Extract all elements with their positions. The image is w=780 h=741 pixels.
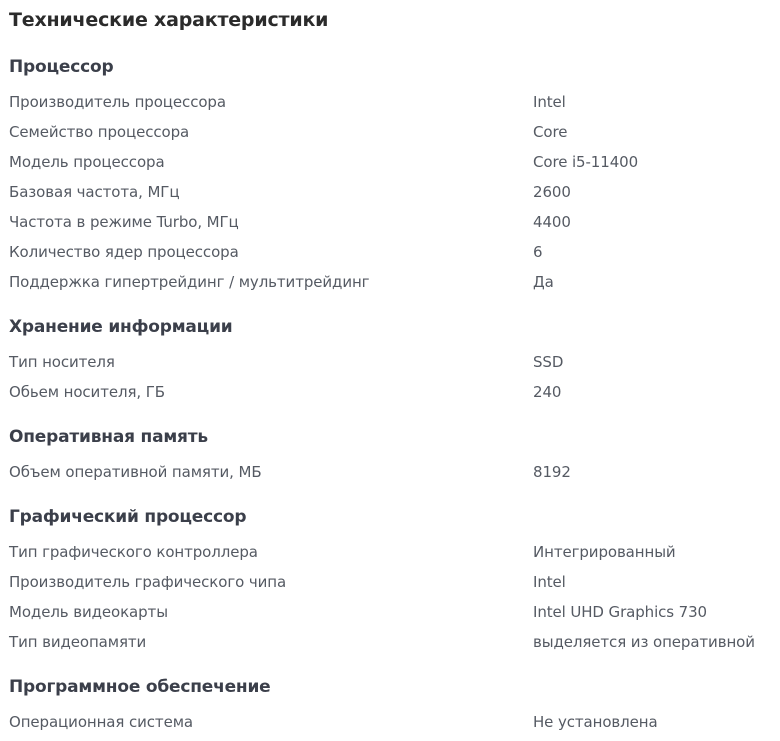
section-title-processor: Процессор: [9, 57, 114, 77]
spec-value: SSD: [533, 353, 564, 371]
spec-value: Intel UHD Graphics 730: [533, 603, 707, 621]
spec-label: Частота в режиме Turbo, МГц: [9, 213, 239, 231]
spec-value: 240: [533, 383, 562, 401]
spec-label: Производитель графического чипа: [9, 573, 287, 591]
spec-value: Core: [533, 123, 568, 141]
spec-value: 4400: [533, 213, 571, 231]
spec-row: [9, 347, 774, 377]
spec-value: выделяется из оперативной: [533, 633, 755, 651]
section-title-ram: Оперативная память: [9, 427, 208, 447]
spec-value: Intel: [533, 93, 566, 111]
spec-value: Core i5-11400: [533, 153, 639, 171]
spec-label: Поддержка гипертрейдинг / мультитрейдинг: [9, 273, 370, 291]
spec-value: 2600: [533, 183, 571, 201]
spec-row: [9, 147, 774, 177]
spec-row: [9, 537, 774, 567]
spec-row: [9, 377, 774, 407]
spec-row: [9, 567, 774, 597]
spec-label: Тип графического контроллера: [9, 543, 258, 561]
spec-value: Intel: [533, 573, 566, 591]
spec-row: [9, 707, 774, 737]
spec-value: 6: [533, 243, 543, 261]
spec-label: Модель видеокарты: [9, 603, 168, 621]
spec-row: [9, 117, 774, 147]
spec-label: Производитель процессора: [9, 93, 226, 111]
spec-label: Модель процессора: [9, 153, 165, 171]
spec-row: [9, 457, 774, 487]
spec-value: Да: [533, 273, 554, 291]
section-title-gpu: Графический процессор: [9, 507, 247, 527]
spec-value: 8192: [533, 463, 571, 481]
spec-row: [9, 627, 774, 657]
spec-label: Операционная система: [9, 713, 194, 731]
spec-label: Базовая частота, МГц: [9, 183, 180, 201]
spec-value: Интегрированный: [533, 543, 676, 561]
spec-label: Семейство процессора: [9, 123, 190, 141]
spec-row: [9, 207, 774, 237]
page-title: Технические характеристики: [9, 9, 329, 31]
spec-row: [9, 597, 774, 627]
section-title-software: Программное обеспечение: [9, 677, 271, 697]
spec-label: Тип носителя: [9, 353, 115, 371]
spec-label: Обьем носителя, ГБ: [9, 383, 165, 401]
spec-row: [9, 237, 774, 267]
section-title-storage: Хранение информации: [9, 317, 233, 337]
spec-label: Объем оперативной памяти, МБ: [9, 463, 262, 481]
spec-label: Количество ядер процессора: [9, 243, 239, 261]
spec-row: [9, 177, 774, 207]
spec-row: [9, 87, 774, 117]
spec-label: Тип видеопамяти: [9, 633, 147, 651]
spec-row: [9, 267, 774, 297]
spec-value: Не установлена: [533, 713, 658, 731]
